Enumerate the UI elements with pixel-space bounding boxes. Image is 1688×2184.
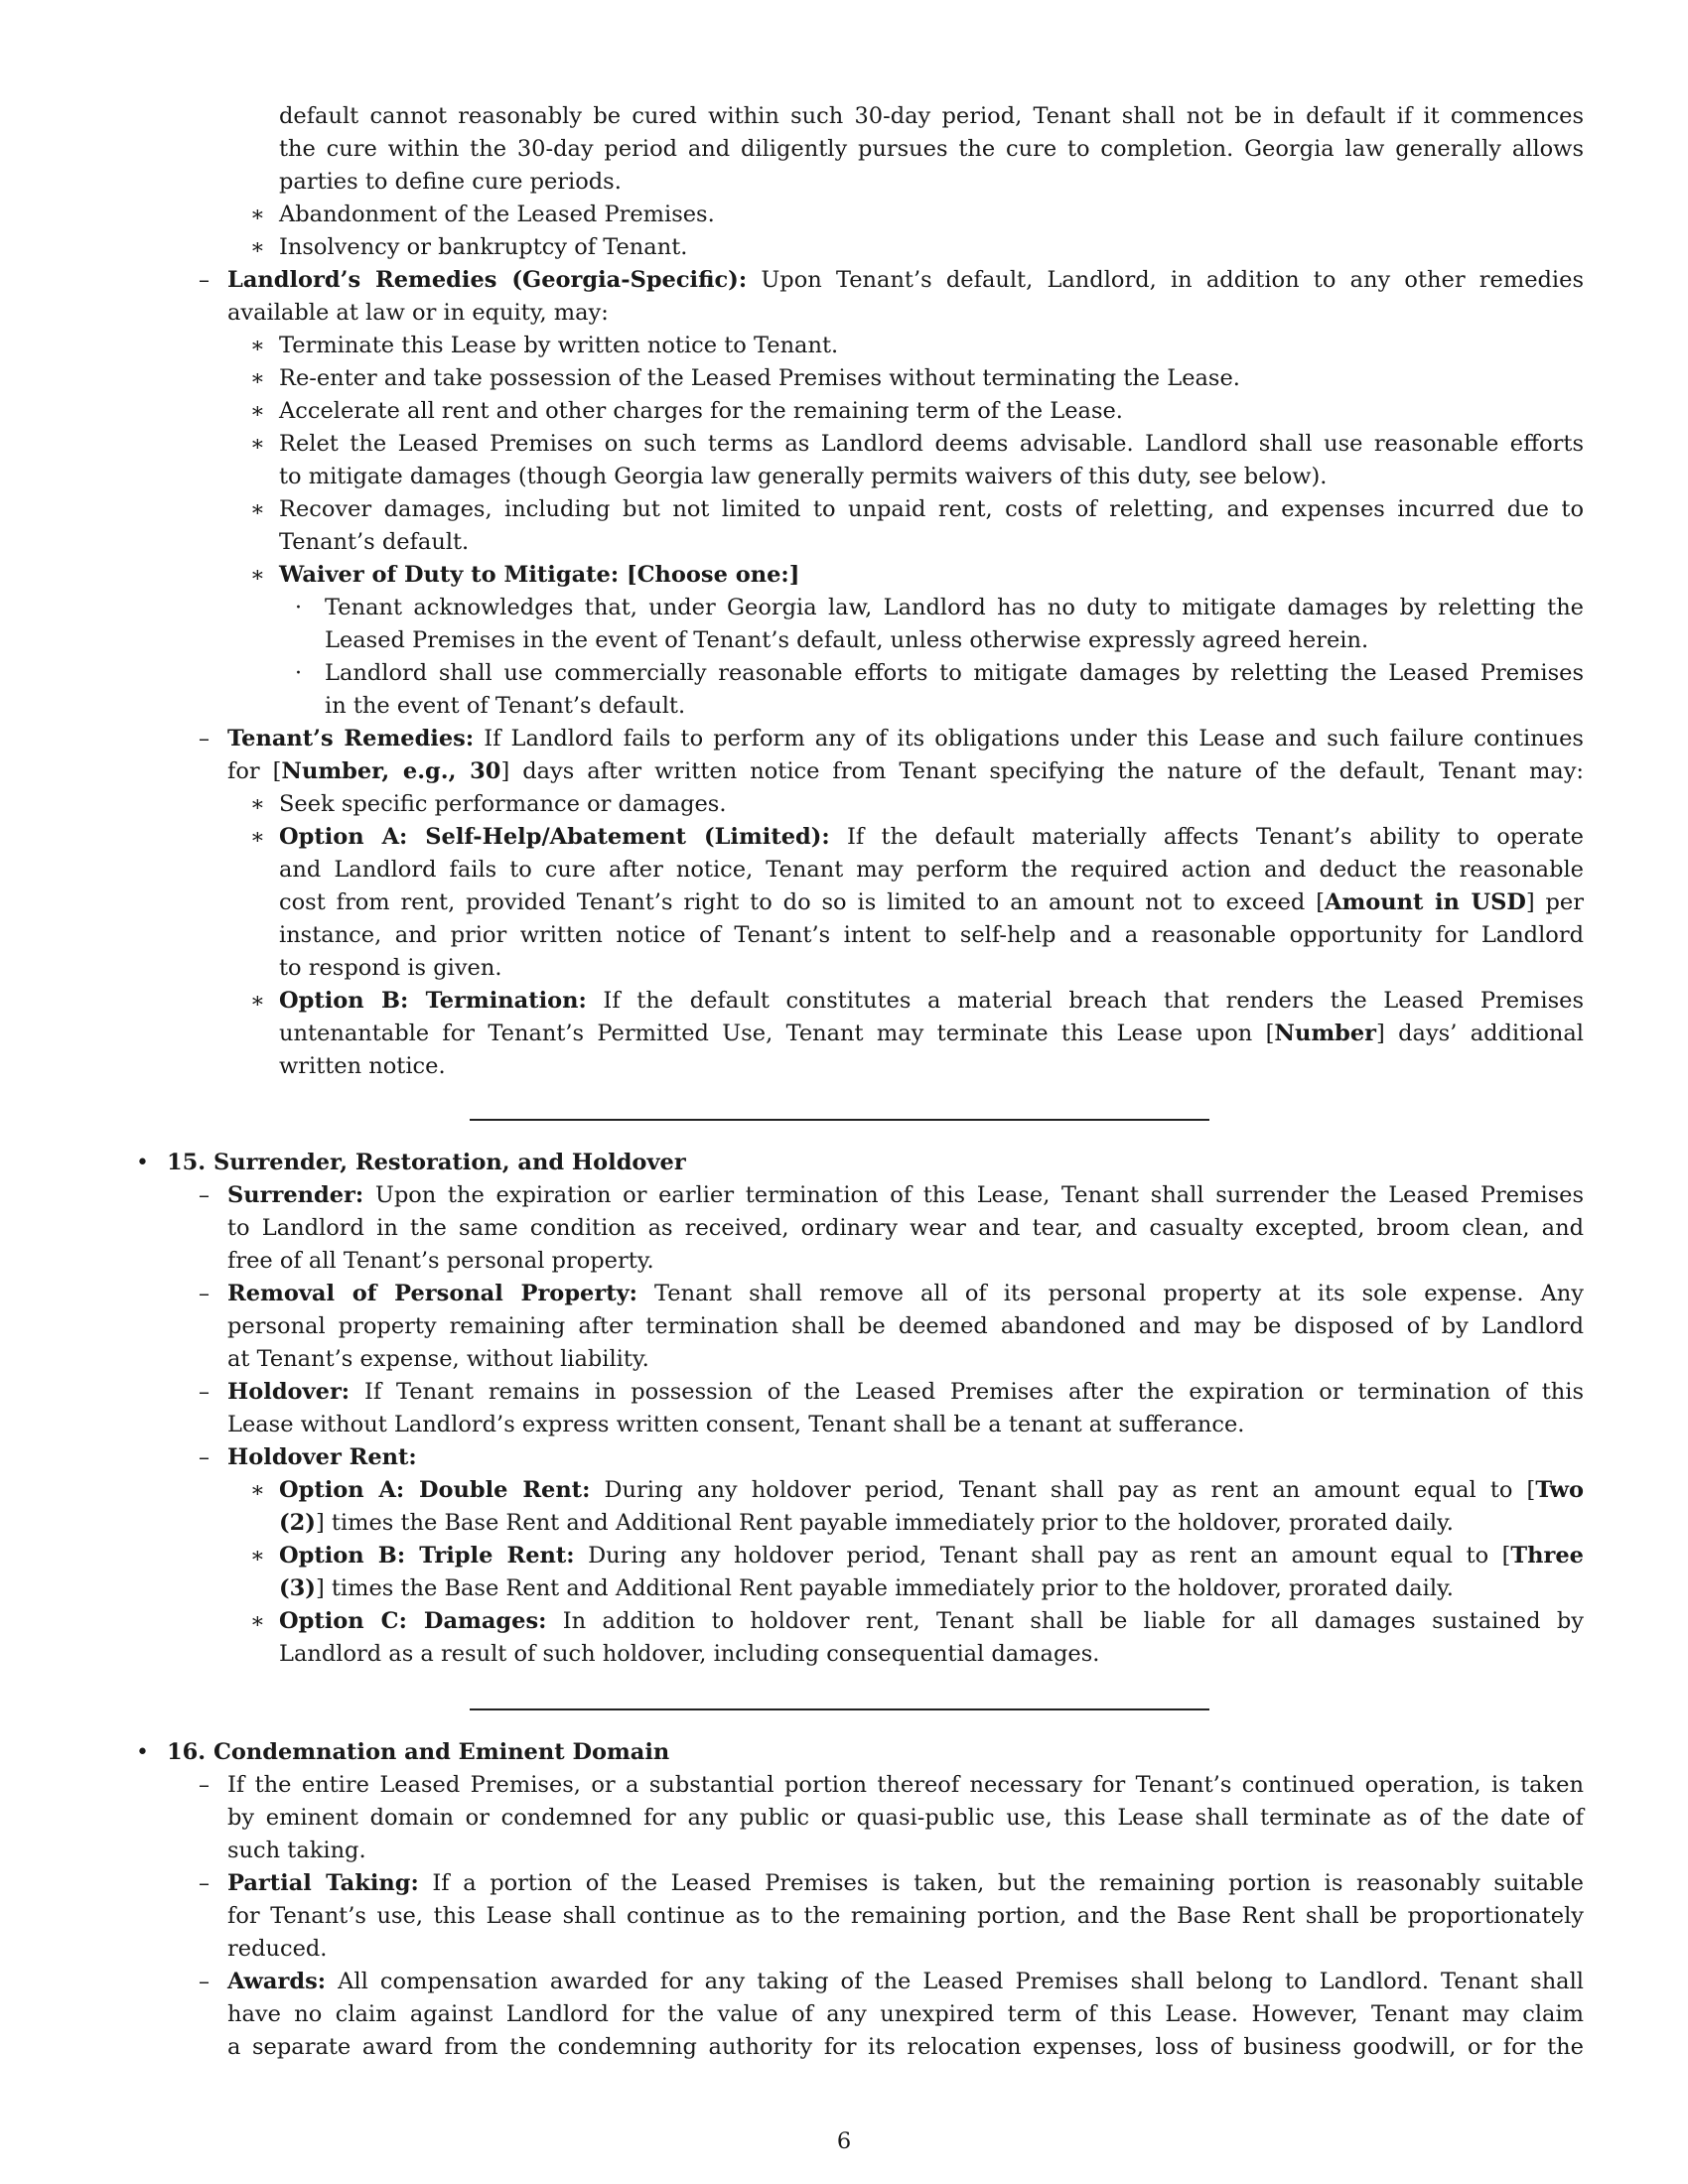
text-span: ] days after written notice from Tenant specifying the nature of the default, Tenant may: bbox=[500, 758, 1585, 784]
option-label: Option B: Triple Rent: bbox=[279, 1543, 575, 1569]
star-bullet-icon: ∗ bbox=[250, 825, 265, 850]
text-span: ] days’ additional bbox=[1376, 1021, 1584, 1046]
waiver-option: Landlord shall use commercially reasonable efforts to mitigate damages by reletting the Leased Premises bbox=[325, 660, 1584, 686]
section-heading-text: 16. Condemnation and Eminent Domain bbox=[167, 1739, 670, 1765]
tenant-remedies-line bbox=[227, 723, 1584, 755]
default-text-line: parties to define cure periods. bbox=[279, 169, 622, 195]
placeholder-text: Number, e.g., 30 bbox=[281, 758, 501, 784]
star-bullet-icon: ∗ bbox=[250, 334, 265, 358]
option-label: Option C: Damages: bbox=[279, 1608, 547, 1634]
text-span: In addition to holdover rent, Tenant shall be liable for all damages sustained by bbox=[546, 1608, 1584, 1634]
option-a-line: instance, and prior written notice of Tenant’s intent to self-help and a reasonable opportunity for Landlord bbox=[279, 922, 1584, 948]
holdover-line: Lease without Landlord’s express written consent, Tenant shall be a tenant at sufferance. bbox=[227, 1412, 1245, 1437]
damages-line: Landlord as a result of such holdover, including consequential damages. bbox=[279, 1641, 1100, 1667]
list-item: Recover damages, including but not limited to unpaid rent, costs of reletting, and expenses incurred due to bbox=[279, 496, 1584, 522]
list-item: Relet the Leased Premises on such terms as Landlord deems advisable. Landlord shall use reasonable efforts bbox=[279, 431, 1584, 457]
triple-rent-line bbox=[279, 1540, 1584, 1572]
option-b-line: written notice. bbox=[279, 1053, 446, 1079]
text-span: ] per bbox=[1525, 889, 1584, 915]
holdover-rent-line bbox=[227, 1441, 417, 1474]
star-bullet-icon: ∗ bbox=[250, 366, 265, 391]
removal-line: personal property remaining after termination shall be deemed abandoned and may be disposed of by Landlord bbox=[227, 1313, 1584, 1339]
text-span: ] times the Base Rent and Additional Rent payable immediately prior to the holdover, prorated daily. bbox=[315, 1510, 1454, 1536]
taking-line: by eminent domain or condemned for any public or quasi-public use, this Lease shall terminate as of the date of bbox=[227, 1805, 1584, 1831]
awards-line bbox=[227, 1966, 1584, 1998]
section-bullet-icon: • bbox=[136, 1151, 149, 1175]
waiver-label-text: Waiver of Duty to Mitigate: [Choose one:] bbox=[279, 562, 800, 588]
placeholder-text: Number bbox=[1274, 1021, 1377, 1046]
list-item: Insolvency or bankruptcy of Tenant. bbox=[279, 234, 688, 260]
text-span: During any holdover period, Tenant shall pay as rent an amount equal to [ bbox=[574, 1543, 1511, 1569]
awards-line: a separate award from the condemning authority for its relocation expenses, loss of business goodwill, or for the bbox=[227, 2034, 1584, 2060]
tenant-remedies-label: Tenant’s Remedies: bbox=[227, 726, 475, 751]
list-item: Accelerate all rent and other charges for the remaining term of the Lease. bbox=[279, 398, 1123, 424]
star-bullet-icon: ∗ bbox=[250, 1478, 265, 1503]
list-item: Re-enter and take possession of the Leased Premises without terminating the Lease. bbox=[279, 365, 1240, 391]
removal-line bbox=[227, 1278, 1584, 1310]
star-bullet-icon: ∗ bbox=[250, 792, 265, 817]
text-span: If Tenant remains in possession of the Leased Premises after the expiration or termination of this bbox=[350, 1379, 1584, 1405]
placeholder-text: (3) bbox=[279, 1575, 316, 1601]
default-text-line: the cure within the 30-day period and diligently pursues the cure to completion. Georgia law generally allows bbox=[279, 136, 1584, 162]
option-b-line bbox=[279, 1018, 1584, 1050]
section-bullet-icon: • bbox=[136, 1740, 149, 1765]
removal-line: at Tenant’s expense, without liability. bbox=[227, 1346, 649, 1372]
placeholder-text: Amount in USD bbox=[1325, 889, 1526, 915]
text-span: If the default materially affects Tenant’s ability to operate bbox=[829, 824, 1584, 850]
option-a-line bbox=[279, 887, 1584, 919]
landlord-remedies-label: Landlord’s Remedies (Georgia-Specific): bbox=[227, 267, 748, 293]
surrender-line: to Landlord in the same condition as received, ordinary wear and tear, and casualty excepted, broom clean, and bbox=[227, 1215, 1584, 1241]
dash-bullet-icon: – bbox=[199, 1773, 210, 1798]
list-item: Abandonment of the Leased Premises. bbox=[279, 202, 715, 227]
tenant-remedies-line bbox=[227, 755, 1584, 788]
dash-bullet-icon: – bbox=[199, 1183, 210, 1208]
option-a-line: to respond is given. bbox=[279, 955, 502, 981]
landlord-remedies-line bbox=[227, 264, 1584, 297]
star-bullet-icon: ∗ bbox=[250, 235, 265, 260]
star-bullet-icon: ∗ bbox=[250, 203, 265, 227]
text-span: Upon Tenant’s default, Landlord, in addition to any other remedies bbox=[747, 267, 1584, 293]
text-span: All compensation awarded for any taking of the Leased Premises shall belong to Landlord. Tenant shall bbox=[326, 1969, 1584, 1994]
dash-bullet-icon: – bbox=[199, 1282, 210, 1306]
awards-label: Awards: bbox=[227, 1969, 327, 1994]
placeholder-text: Three bbox=[1510, 1543, 1584, 1569]
dash-bullet-icon: – bbox=[199, 1871, 210, 1896]
holdover-rent-label: Holdover Rent: bbox=[227, 1444, 417, 1470]
waiver-option: in the event of Tenant’s default. bbox=[325, 693, 686, 719]
text-span: cost from rent, provided Tenant’s right to do so is limited to an amount not to exceed [ bbox=[279, 889, 1325, 915]
partial-taking-line: reduced. bbox=[227, 1936, 328, 1962]
text-span: Upon the expiration or earlier termination of this Lease, Tenant shall surrender the Leased Premises bbox=[363, 1182, 1584, 1208]
dash-bullet-icon: – bbox=[199, 268, 210, 293]
default-text-line: default cannot reasonably be cured within such 30-day period, Tenant shall not be in default if it commences bbox=[279, 103, 1584, 129]
section-16-heading bbox=[167, 1736, 669, 1769]
damages-line bbox=[279, 1605, 1584, 1638]
landlord-remedies-line: available at law or in equity, may: bbox=[227, 300, 609, 326]
double-rent-line bbox=[279, 1474, 1584, 1507]
waiver-option: Leased Premises in the event of Tenant’s default, unless otherwise expressly agreed herein. bbox=[325, 627, 1369, 653]
partial-taking-line: for Tenant’s use, this Lease shall continue as to the remaining portion, and the Base Rent shall be proportionately bbox=[227, 1903, 1584, 1929]
dash-bullet-icon: – bbox=[199, 1380, 210, 1405]
star-bullet-icon: ∗ bbox=[250, 1544, 265, 1569]
option-label: Option A: Double Rent: bbox=[279, 1477, 591, 1503]
star-bullet-icon: ∗ bbox=[250, 989, 265, 1014]
page-number: 6 bbox=[836, 2128, 852, 2154]
waiver-label bbox=[279, 559, 799, 592]
double-rent-line bbox=[279, 1507, 1454, 1540]
list-item: Tenant’s default. bbox=[279, 529, 470, 555]
star-bullet-icon: ∗ bbox=[250, 432, 265, 457]
partial-taking-label: Partial Taking: bbox=[227, 1870, 419, 1896]
text-span: for [ bbox=[227, 758, 282, 784]
taking-line: such taking. bbox=[227, 1838, 366, 1863]
text-span: Tenant shall remove all of its personal property at its sole expense. Any bbox=[637, 1281, 1584, 1306]
dash-bullet-icon: – bbox=[199, 727, 210, 751]
list-item: Terminate this Lease by written notice to Tenant. bbox=[279, 333, 839, 358]
surrender-line bbox=[227, 1179, 1584, 1212]
text-span: untenantable for Tenant’s Permitted Use, Tenant may terminate this Lease upon [ bbox=[279, 1021, 1275, 1046]
triple-rent-line bbox=[279, 1572, 1454, 1605]
taking-line: If the entire Leased Premises, or a substantial portion thereof necessary for Tenant’s continued operation, is taken bbox=[227, 1772, 1584, 1798]
option-a-line: and Landlord fails to cure after notice, Tenant may perform the required action and deduct the reasonable bbox=[279, 857, 1584, 883]
awards-line: have no claim against Landlord for the value of any unexpired term of this Lease. However, Tenant may claim bbox=[227, 2001, 1584, 2027]
list-item: to mitigate damages (though Georgia law generally permits waivers of this duty, see below). bbox=[279, 464, 1328, 489]
option-a-line bbox=[279, 821, 1584, 854]
section-15-heading bbox=[167, 1147, 686, 1179]
section-divider bbox=[470, 1119, 1209, 1121]
star-bullet-icon: ∗ bbox=[250, 1609, 265, 1634]
text-span: ] times the Base Rent and Additional Rent payable immediately prior to the holdover, prorated daily. bbox=[315, 1575, 1454, 1601]
option-b-label: Option B: Termination: bbox=[279, 988, 587, 1014]
section-divider bbox=[470, 1708, 1209, 1710]
dot-bullet-icon: · bbox=[295, 596, 302, 620]
text-span: If a portion of the Leased Premises is taken, but the remaining portion is reasonably suitable bbox=[418, 1870, 1584, 1896]
star-bullet-icon: ∗ bbox=[250, 563, 265, 588]
option-a-label: Option A: Self-Help/Abatement (Limited): bbox=[279, 824, 830, 850]
waiver-option: Tenant acknowledges that, under Georgia law, Landlord has no duty to mitigate damages by reletting the bbox=[325, 595, 1584, 620]
star-bullet-icon: ∗ bbox=[250, 399, 265, 424]
text-span: If Landlord fails to perform any of its obligations under this Lease and such failure continues bbox=[474, 726, 1584, 751]
removal-label: Removal of Personal Property: bbox=[227, 1281, 637, 1306]
holdover-label: Holdover: bbox=[227, 1379, 351, 1405]
option-b-line bbox=[279, 985, 1584, 1018]
star-bullet-icon: ∗ bbox=[250, 497, 265, 522]
surrender-label: Surrender: bbox=[227, 1182, 364, 1208]
holdover-line bbox=[227, 1376, 1584, 1409]
text-span: During any holdover period, Tenant shall pay as rent an amount equal to [ bbox=[590, 1477, 1536, 1503]
partial-taking-line bbox=[227, 1867, 1584, 1900]
text-span: If the default constitutes a material breach that renders the Leased Premises bbox=[586, 988, 1584, 1014]
list-item: Seek specific performance or damages. bbox=[279, 791, 727, 817]
surrender-line: free of all Tenant’s personal property. bbox=[227, 1248, 654, 1274]
dash-bullet-icon: – bbox=[199, 1445, 210, 1470]
placeholder-text: (2) bbox=[279, 1510, 316, 1536]
section-heading-text: 15. Surrender, Restoration, and Holdover bbox=[167, 1150, 686, 1175]
dot-bullet-icon: · bbox=[295, 661, 302, 686]
dash-bullet-icon: – bbox=[199, 1970, 210, 1994]
placeholder-text: Two bbox=[1535, 1477, 1584, 1503]
